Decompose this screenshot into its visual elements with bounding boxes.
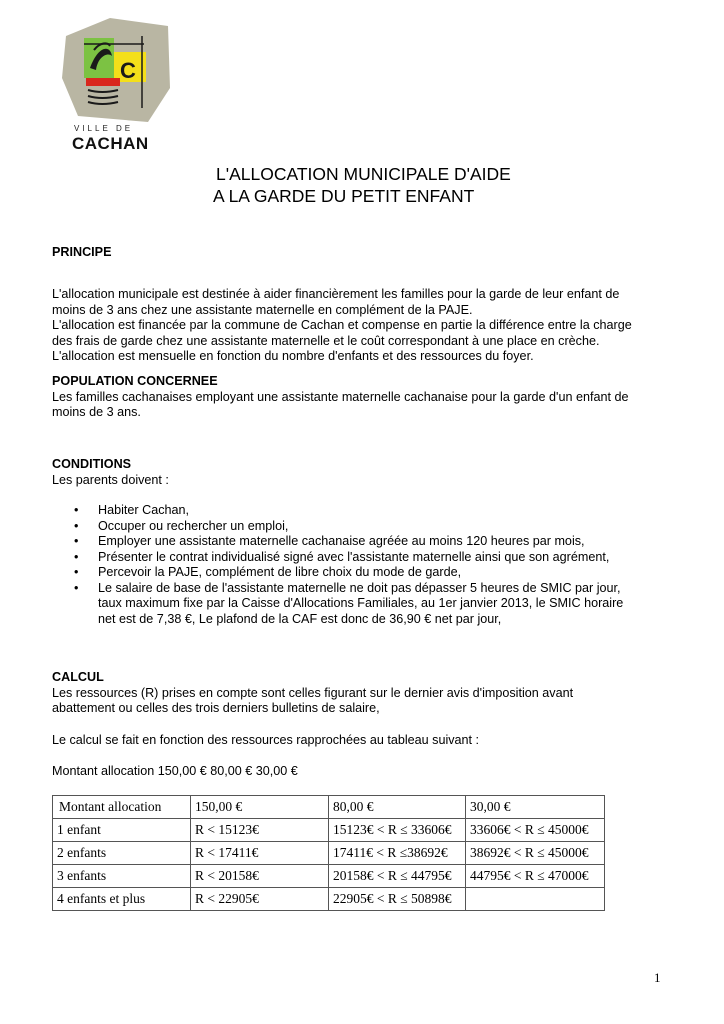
title-line-1: L'ALLOCATION MUNICIPALE D'AIDE <box>216 164 511 184</box>
cachan-emblem-icon <box>58 16 178 126</box>
list-item-text: net est de 7,38 €, Le plafond de la CAF est donc de 36,90 € net par jour, <box>98 611 502 626</box>
calcul-heading: CALCUL <box>52 670 104 684</box>
principe-line: L'allocation est financée par la commune de Cachan et compense en partie la différence entre la charge <box>52 318 632 332</box>
table-row <box>53 842 605 865</box>
logo-city-name: CACHAN <box>72 134 149 153</box>
table-header-row <box>53 796 605 819</box>
logo-letter: C <box>120 58 136 83</box>
conditions-heading: CONDITIONS <box>52 457 132 471</box>
calcul-table-intro: Le calcul se fait en fonction des ressources rapprochées au tableau suivant : <box>52 733 480 747</box>
list-item-text: Le salaire de base de l'assistante maternelle ne doit pas dépasser 5 heures de SMIC par jour, <box>98 580 621 595</box>
principe-line: L'allocation est mensuelle en fonction du nombre d'enfants et des ressources du foyer. <box>52 349 534 363</box>
principe-line: moins de 3 ans chez une assistante maternelle en complément de la PAJE. <box>52 302 473 317</box>
conditions-intro: Les parents doivent : <box>52 472 169 487</box>
calcul-montant-line: Montant allocation 150,00 € 80,00 € 30,00 € <box>52 764 298 778</box>
table-row <box>53 865 605 888</box>
principe-line: L'allocation municipale est destinée à aider financièrement les familles pour la garde de leur enfant de <box>52 287 620 301</box>
table-cell: R < 20158€ <box>191 865 329 888</box>
section-principe-body <box>52 287 672 365</box>
bullet-icon: • <box>74 534 79 548</box>
list-item <box>52 534 672 550</box>
calcul-line: Les ressources (R) prises en compte sont celles figurant sur le dernier avis d'imposition avant <box>52 685 574 700</box>
section-conditions <box>52 457 672 488</box>
table-row <box>53 888 605 911</box>
population-line: moins de 3 ans. <box>52 405 141 419</box>
bullet-icon: • <box>74 565 79 579</box>
table-cell <box>466 888 605 911</box>
table-cell: 1 enfant <box>53 819 191 842</box>
list-item <box>52 550 672 566</box>
list-item <box>52 503 672 519</box>
list-item <box>52 581 672 628</box>
bullet-icon: • <box>74 580 79 595</box>
table-cell: 15123€ < R ≤ 33606€ <box>329 819 466 842</box>
table-header-cell: 150,00 € <box>191 796 329 819</box>
conditions-list <box>52 503 672 627</box>
bullet-icon: • <box>74 518 79 533</box>
table-cell: R < 15123€ <box>191 819 329 842</box>
list-item-text: Présenter le contrat individualisé signé avec l'assistante maternelle ainsi que son agrément, <box>98 549 610 564</box>
table-cell: 3 enfants <box>53 865 191 888</box>
document-title <box>213 163 511 207</box>
list-item-text: Habiter Cachan, <box>98 503 190 517</box>
bullet-icon: • <box>74 503 79 517</box>
city-logo <box>58 16 178 156</box>
title-line-2: A LA GARDE DU PETIT ENFANT <box>213 186 475 206</box>
table-cell: 44795€ < R ≤ 47000€ <box>466 865 605 888</box>
list-item-text: Occuper ou rechercher un emploi, <box>98 518 289 533</box>
list-item <box>52 519 672 535</box>
table-cell: 22905€ < R ≤ 50898€ <box>329 888 466 911</box>
table-cell: 38692€ < R ≤ 45000€ <box>466 842 605 865</box>
principe-heading: PRINCIPE <box>52 245 112 259</box>
list-item <box>52 565 672 581</box>
table-header-cell: Montant allocation <box>53 796 191 819</box>
table-cell: R < 17411€ <box>191 842 329 865</box>
list-item-text: Employer une assistante maternelle cachanaise agréée au moins 120 heures par mois, <box>98 534 585 548</box>
table-header-cell: 80,00 € <box>329 796 466 819</box>
list-item-text: Percevoir la PAJE, complément de libre choix du mode de garde, <box>98 565 462 579</box>
table-cell: R < 22905€ <box>191 888 329 911</box>
table-cell: 4 enfants et plus <box>53 888 191 911</box>
calcul-line: abattement ou celles des trois derniers bulletins de salaire, <box>52 701 380 715</box>
section-population <box>52 374 672 421</box>
allocation-table <box>52 795 605 911</box>
table-header-cell: 30,00 € <box>466 796 605 819</box>
logo-ville-de: VILLE DE <box>74 124 134 133</box>
table-cell: 33606€ < R ≤ 45000€ <box>466 819 605 842</box>
table-cell: 17411€ < R ≤38692€ <box>329 842 466 865</box>
page-number: 1 <box>654 970 661 985</box>
principe-line: des frais de garde chez une assistante maternelle et le coût correspondant à une place en crèche. <box>52 333 600 348</box>
population-heading: POPULATION CONCERNEE <box>52 374 218 388</box>
list-item-text: taux maximum fixe par la Caisse d'Allocations Familiales, au 1er janvier 2013, le SMIC horaire <box>98 596 624 610</box>
table-cell: 20158€ < R ≤ 44795€ <box>329 865 466 888</box>
section-calcul <box>52 670 672 717</box>
table-row <box>53 819 605 842</box>
bullet-icon: • <box>74 549 79 564</box>
population-line: Les familles cachanaises employant une assistante maternelle cachanaise pour la garde d'un enfant de <box>52 389 629 404</box>
table-cell: 2 enfants <box>53 842 191 865</box>
section-principe-heading <box>52 245 672 261</box>
